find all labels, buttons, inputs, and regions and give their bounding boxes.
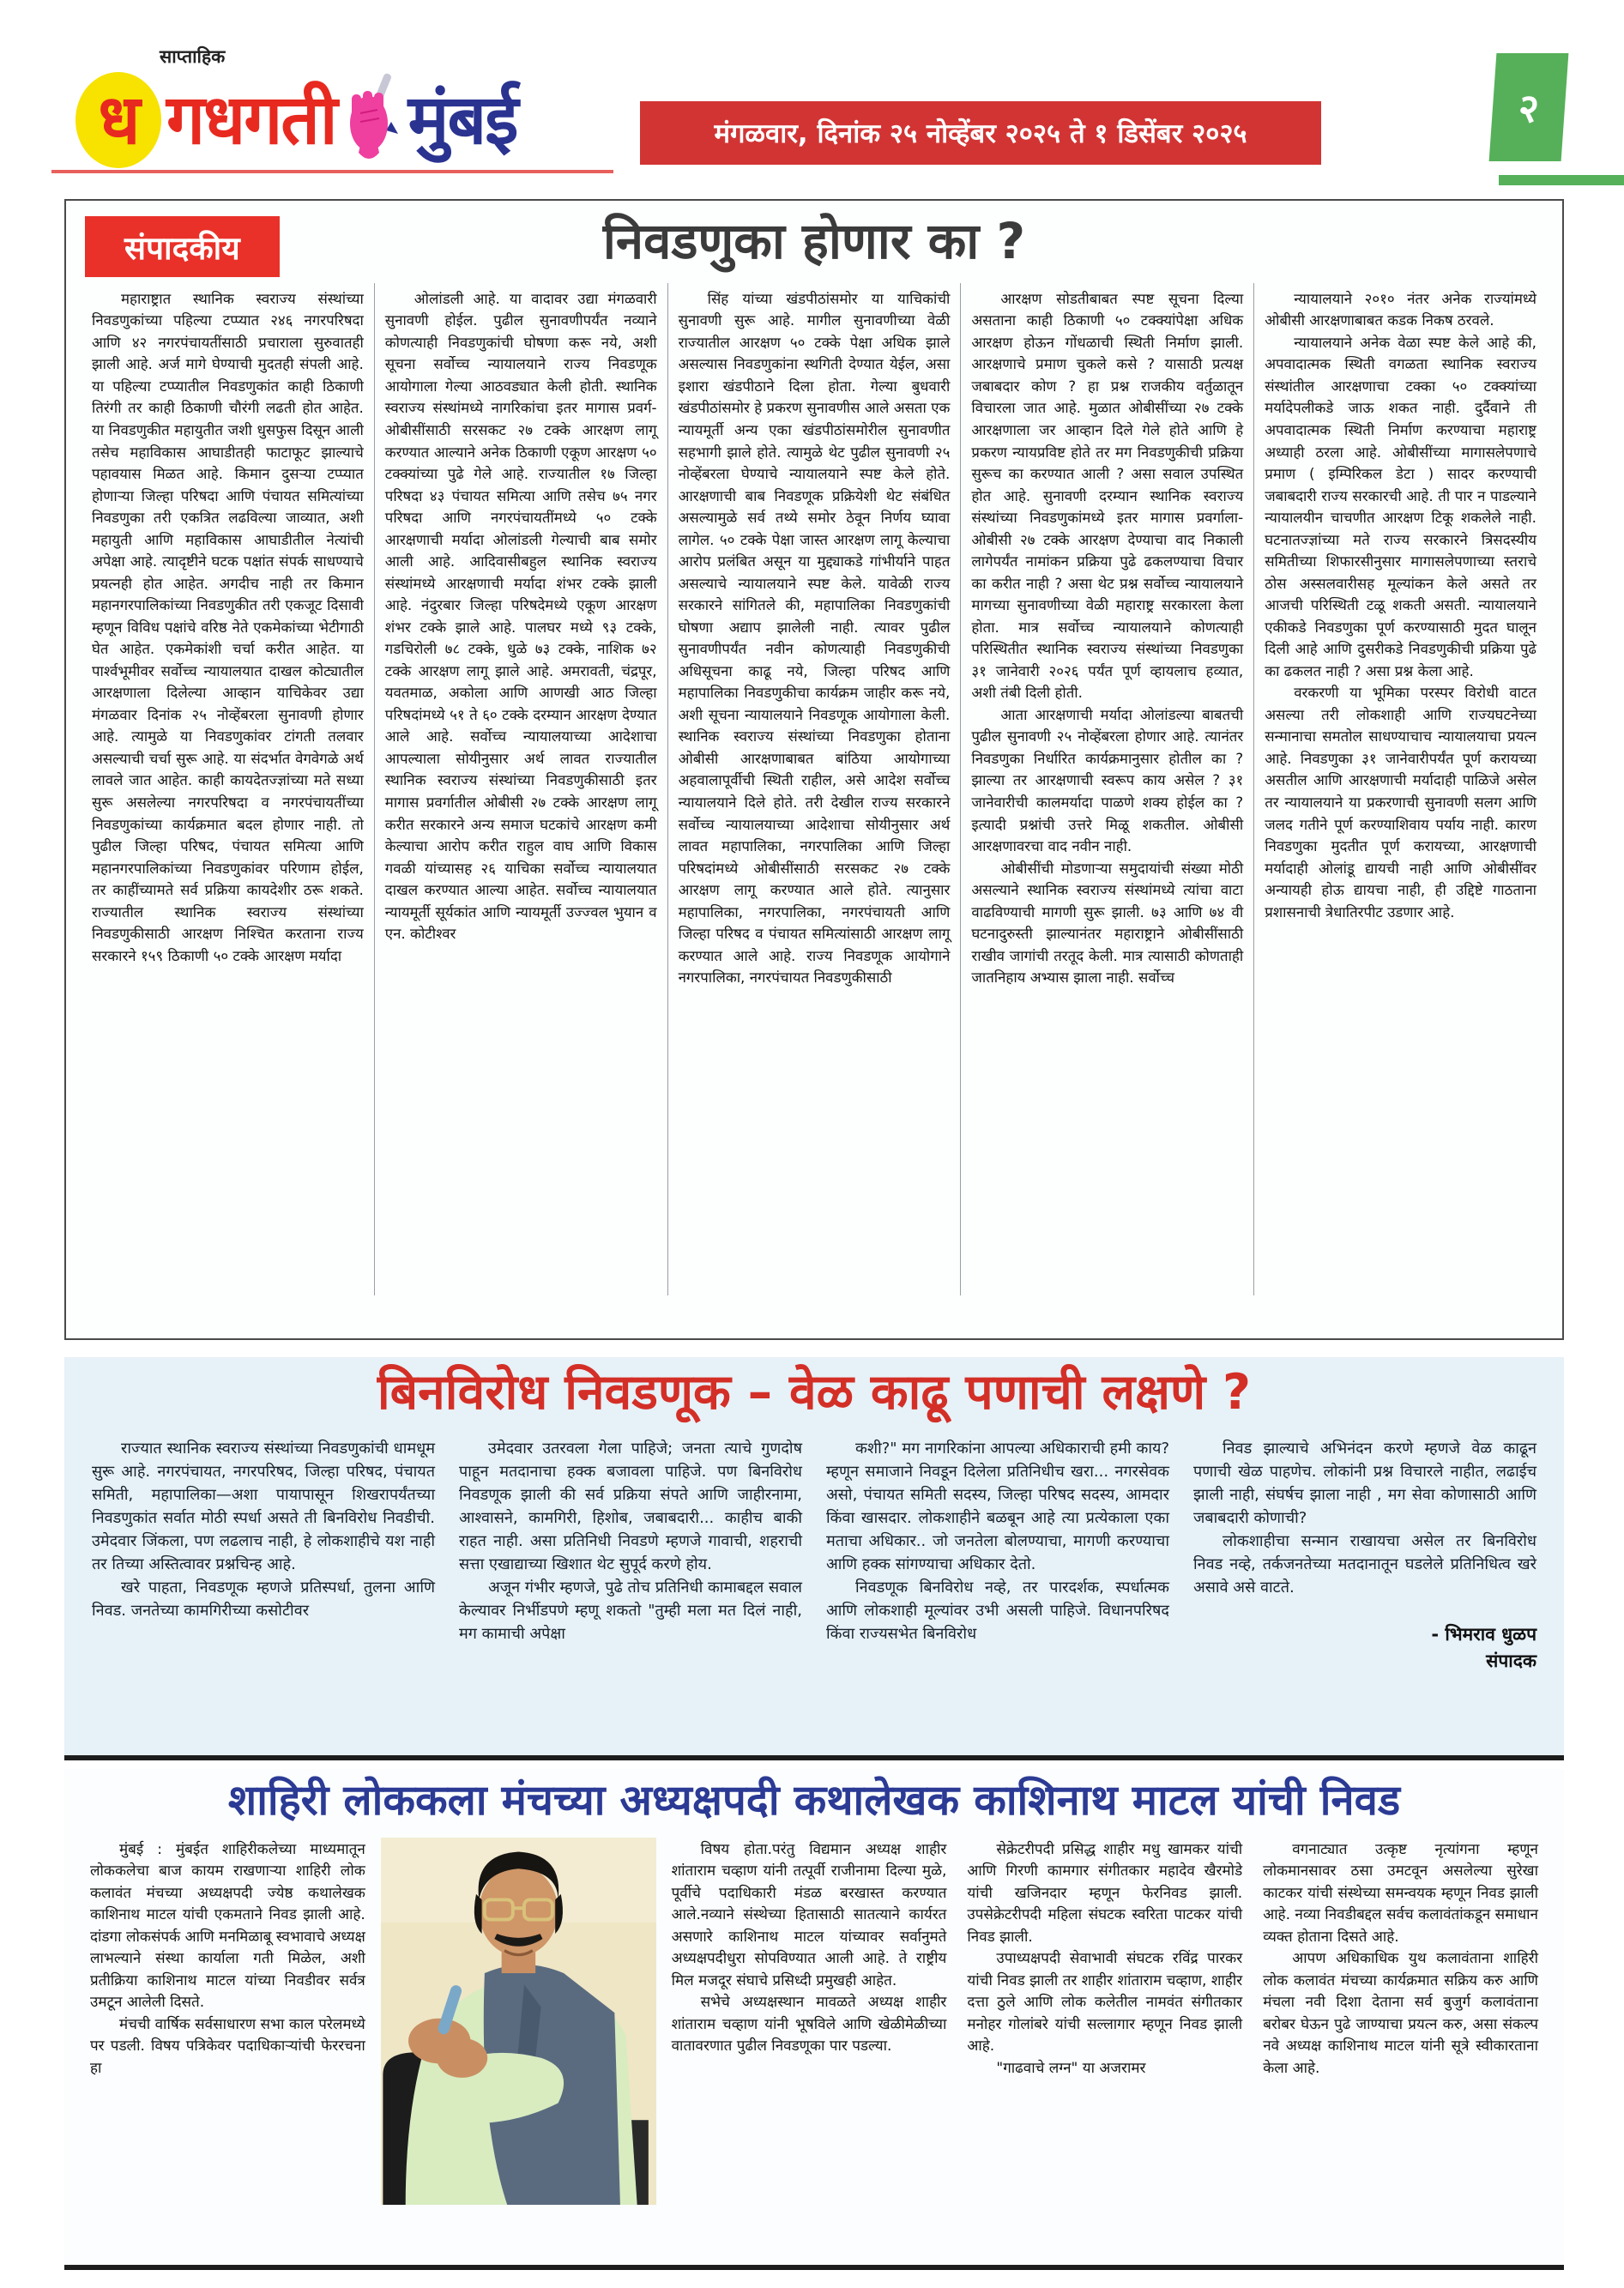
editorial-section — [64, 199, 1564, 1340]
paragraph: न्यायालयाने २०१० नंतर अनेक राज्यांमध्ये ओबीसी आरक्षणाबाबत कडक निकष ठरवले. — [1265, 289, 1536, 329]
article2-columns — [80, 1434, 1549, 1725]
editorial-column-3 — [668, 283, 962, 1295]
masthead-title-red: गधगती — [166, 80, 336, 160]
paragraph: "गाढवाचे लग्न" या अजरामर — [996, 2059, 1146, 2077]
paragraph: आरक्षण सोडतीबाबत स्पष्ट सूचना दिल्या असताना काही ठिकाणी ५० टक्क्यांपेक्षा अधिक आरक्षण होऊन गोंधळाची स्थिती निर्माण झाली. आरक्षणाचे प्रमाण चुकले कसे ? यासाठी प्रत्यक्ष जबाबदार कोण ? हा प्रश्न राजकीय वर्तुळातून विचारला जात आहे. मुळात ओबीसींच्या २७ टक्के आरक्षणाला जर आव्हान दिले गेले होते आणि हे प्रकरण न्यायप्रविष्ट होते तर मग निवडणुकीची प्रक्रिया सुरूच का करण्यात आली ? असा सवाल उपस्थित होत आहे. सुनावणी दरम्यान स्थानिक स्वराज्य संस्थांच्या निवडणुकांमध्ये इतर मागास प्रवर्गाला-ओबीसी २७ टक्के आरक्षण देण्याचा वाद निकाली लागेपर्यंत नामांकन प्रक्रिया पुढे ढकलण्याचा विचार का करीत नाही ? असा थेट प्रश्न सर्वोच्च न्यायालयाने मागच्या सुनावणीच्या वेळी महाराष्ट्र सरकारला केला होता. मात्र सर्वोच्च न्यायालयाने कोणत्याही परिस्थितीत स्थानिक स्वराज्य संस्थांच्या निवडणुका ३१ जानेवारी २०२६ पर्यंत पूर्ण व्हायलाच हव्यात, अशी तंबी दिली होती. — [971, 289, 1244, 702]
paragraph: सभेचे अध्यक्षस्थान मावळते अध्यक्ष शाहीर शांताराम चव्हाण यांनी भूषविले आणि खेळीमेळीच्या वातावरणात पुढील निवडणूका पार पडल्या. — [671, 1994, 947, 2056]
article3-column-3 — [661, 1838, 957, 2234]
paragraph: मुंबई : मुंबईत शाहिरीकलेच्या माध्यमातून लोककलेचा बाज कायम राखणाऱ्या शाहिरी लोक कलावंत मंचच्या अध्यक्षपदी ज्येष्ठ कथालेखक काशिनाथ माटल यांची एकमताने निवड झाली आहे. दांडगा लोकसंपर्क आणि मनमिळाबू स्वभावाचे अध्यक्ष लाभल्याने संस्था कार्याला गती मिळेल, अशी प्रतीक्रिया काशिनाथ माटल यांच्या निवडीवर सर्वत्र उमटून आलेली दिसते. — [90, 1840, 365, 2012]
paragraph: महाराष्ट्रात स्थानिक स्वराज्य संस्थांच्या निवडणुकांच्या पहिल्या टप्प्यात २४६ नगरपरिषदा आणि ४२ नगरपंचायतींसाठी प्रचाराला सुरुवातही झाली आहे. अर्ज मागे घेण्याची मुदतही संपली आहे. या पहिल्या टप्प्यातील निवडणुकांत काही ठिकाणी तिरंगी तर काही ठिकाणी चौरंगी लढती होत आहेत. या निवडणुकीत महायुतीत जशी धुसफुस दिसून आली तसेच महाविकास आघाडीतही फाटाफूट झाल्याचे पहावयास मिळत आहे. किमान दुसऱ्या टप्प्यात होणाऱ्या जिल्हा परिषदा आणि पंचायत समित्यांच्या निवडणुका तरी एकत्रित लढविल्या जाव्यात, अशी महायुती आणि महाविकास आघाडीतील नेत्यांची अपेक्षा आहे. त्यादृष्टीने घटक पक्षांत संपर्क साधण्याचे प्रयत्नही होत आहेत. अगदीच नाही तर किमान महानगरपालिकांच्या निवडणुकीत तरी एकजूट दिसावी म्हणून विविध पक्षांचे वरिष्ठ नेते एकमेकांच्या भेटीगाठी घेत आहेत. एकमेकांशी चर्चा करीत आहेत. या पार्श्वभूमीवर सर्वोच्च न्यायालयात दाखल कोट्यातील आरक्षणाला दिलेल्या आव्हान याचिकेवर उद्या मंगळवार दिनांक २५ नोव्हेंबरला सुनावणी होणार आहे. त्यामुळे या निवडणुकांवर टांगती तलवार असल्याची चर्चा सुरू आहे. या संदर्भात वेगवेगळे अर्थ लावले जात आहेत. काही कायदेतज्ज्ञांच्या मते सध्या सुरू असलेल्या नगरपरिषदा व नगरपंचायतींच्या निवडणुकांच्या कार्यक्रमात बदल होणार नाही. तो पुढील जिल्हा परिषद, पंचायत समित्या आणि महानगरपालिकांच्या निवडणुकांवर परिणाम होईल, तर काहींच्यामते सर्व प्रक्रिया कायदेशीर ठरू शकते. राज्यातील स्थानिक स्वराज्य संस्थांच्या निवडणुकीसाठी आरक्षण निश्चित करताना राज्य सरकारने १५९ ठिकाणी ५० टक्के आरक्षण मर्यादा — [92, 289, 364, 964]
article3-column-1 — [80, 1838, 376, 2234]
article2-column-4-text — [1193, 1437, 1536, 1599]
masthead-title-blue: मुंबई — [408, 80, 517, 160]
editorial-columns — [82, 283, 1547, 1295]
article2-column-4 — [1181, 1434, 1549, 1725]
fist-pen-icon — [341, 70, 403, 170]
byline-author: - भिमराव धुळप — [1431, 1623, 1536, 1645]
article3-photo-column — [376, 1838, 661, 2234]
editorial-headline: निवडणुका होणार का ? — [602, 212, 1026, 270]
article2-column-1 — [80, 1434, 447, 1725]
paragraph: मंचची वार्षिक सर्वसाधारण सभा काल परेलमध्ये पर पडली. विषय पत्रिकेवर पदाधिकाऱ्यांची फेररचना हा — [90, 2015, 365, 2077]
paragraph: निवडणूक बिनविरोध नव्हे, तर पारदर्शक, स्पर्धात्मक आणि लोकशाही मूल्यांवर उभी असली पाहिजे. विधानपरिषद किंवा राज्यसभेत बिनविरोध — [826, 1578, 1169, 1643]
masthead-title-row — [75, 70, 516, 170]
masthead-rule — [51, 170, 613, 173]
paragraph: सिंह यांच्या खंडपीठांसमोर या याचिकांची सुनावणी सुरू आहे. मागील सुनावणीच्या वेळी राज्यातील आरक्षण ५० टक्के पेक्षा अधिक झाले असल्यास निवडणुकांना स्थगिती देण्यात येईल, असा इशारा खंडपीठाने दिला होता. गेल्या बुधवारी खंडपीठांसमोर हे प्रकरण सुनावणीस आले असता एक न्यायमूर्ती अन्य एका खंडपीठांसमोरील सुनावणीत सहभागी झाले होते. त्यामुळे थेट पुढील सुनावणी २५ नोव्हेंबरला घेण्याचे न्यायालयाने स्पष्ट केले होते. आरक्षणाची बाब निवडणूक प्रक्रियेशी थेट संबंधित असल्यामुळे सर्व तथ्ये समोर ठेवून निर्णय घ्यावा लागेल. ५० टक्के पेक्षा जास्त आरक्षण लागू केल्याचा आरोप प्रलंबित असून या मुद्द्याकडे गांभीर्याने पाहत असल्याचे न्यायालयाने स्पष्ट केले. यावेळी राज्य सरकारने सांगितले की, महापालिका निवडणुकांची घोषणा अद्याप झालेली नाही. त्यावर पुढील सुनावणीपर्यंत नवीन कोणत्याही निवडणुकीची अधिसूचना काढू नये, जिल्हा परिषद आणि महापालिका निवडणुकीचा कार्यक्रम जाहीर करू नये, अशी सूचना न्यायालयाने निवडणूक आयोगाला केली. स्थानिक स्वराज्य संस्थांच्या निवडणुका होताना ओबीसी आरक्षणाबाबत बांठिया आयोगाच्या अहवालापूर्वीची स्थिती राहील, असे आदेश सर्वोच्च न्यायालयाने दिले होते. तरी देखील राज्य सरकारने सर्वोच्च न्यायालयाच्या आदेशाचा सोयीनुसार अर्थ लावत महापालिका, नगरपालिका आणि जिल्हा परिषदांमध्ये ओबीसींसाठी सरसकट २७ टक्के आरक्षण लागू करण्यात आले होते. त्यानुसार महापालिका, नगरपालिका, नगरपंचायती आणि जिल्हा परिषद व पंचायत समित्यांसाठी आरक्षण लागू करण्यात आले आहे. राज्य निवडणूक आयोगाने नगरपालिका, नगरपंचायत निवडणुकीसाठी — [678, 289, 951, 987]
editorial-column-4 — [961, 283, 1254, 1295]
paragraph: ओलांडली आहे. या वादावर उद्या मंगळवारी सुनावणी होईल. पुढील सुनावणीपर्यंत नव्याने कोणत्याही निवडणुकांची घोषणा करू नये, अशी सूचना सर्वोच्च न्यायालयाने राज्य निवडणूक आयोगाला गेल्या आठवड्यात केली होती. स्थानिक स्वराज्य संस्थांमध्ये नागरिकांचा इतर मागास प्रवर्ग-ओबीसींसाठी सरसकट २७ टक्के आरक्षण लागू करण्यात आल्याने अनेक ठिकाणी एकूण आरक्षण ५० टक्क्यांच्या पुढे गेले आहे. राज्यातील १७ जिल्हा परिषदा ४३ पंचायत समित्या आणि तसेच ७५ नगर परिषदा आणि नगरपंचायतींमध्ये ५० टक्के आरक्षणाची मर्यादा ओलांडली गेल्याची बाब समोर आली आहे. आदिवासीबहुल स्थानिक स्वराज्य संस्थांमध्ये आरक्षणाची मर्यादा शंभर टक्के झाली आहे. नंदुरबार जिल्हा परिषदेमध्ये एकूण आरक्षण शंभर टक्के झाले आहे. पालघर मध्ये ९३ टक्के, गडचिरोली ७८ टक्के, धुळे ७३ टक्के, नाशिक ७२ टक्के आरक्षण लागू झाले आहे. अमरावती, चंद्रपूर, यवतमाळ, अकोला आणि आणखी आठ जिल्हा परिषदांमध्ये ५१ ते ६० टक्के दरम्यान आरक्षण देण्यात आले आहे. सर्वोच्च न्यायालयाच्या आदेशाचा आपल्याला सोयीनुसार अर्थ लावत राज्यातील स्थानिक स्वराज्य संस्थांच्या निवडणुकीसाठी इतर मागास प्रवर्गातील ओबीसी २७ टक्के आरक्षण लागू करीत सरकारने अन्य समाज घटकांचे आरक्षण कमी केल्याचा आरोप करीत राहुल वाघ आणि विकास गवळी यांच्यासह २६ याचिका सर्वोच्च न्यायालयात दाखल करण्यात आल्या आहेत. सर्वोच्च न्यायालयात न्यायमूर्ती सूर्यकांत आणि न्यायमूर्ती उज्ज्वल भुयान व एन. कोटीश्वर — [384, 289, 657, 943]
article-shahiri — [64, 1769, 1564, 2270]
paragraph: न्यायालयाने अनेक वेळा स्पष्ट केले आहे की, अपवादात्मक स्थिती वगळता स्थानिक स्वराज्य संस्थांतील आरक्षणाचा टक्का ५० टक्क्यांच्या मर्यादेपलीकडे जाऊ शकत नाही. दुर्दैवाने ती अपवादात्मक स्थिती निर्माण करण्याचा महाराष्ट्र अध्याही ठरला आहे. ओबीसींच्या मागासलेपणाचे प्रमाण ( इम्पिरिकल डेटा ) सादर करण्याची जबाबदारी राज्य सरकारची आहे. ती पार न पाडल्याने न्यायालयीन चाचणीत आरक्षण टिकू शकलेले नाही. घटनातज्ज्ञांच्या मते राज्य सरकारने त्रिसदस्यीय समितीच्या शिफारसीनुसार मागासलेपणाच्या स्तराचे ठोस अस्सलवारीसह मूल्यांकन केले असते तर आजची परिस्थिती टळू शकती असती. न्यायालयाने एकीकडे निवडणुका पूर्ण करण्यासाठी मुदत घालून दिली आहे आणि दुसरीकडे निवडणुकीची प्रक्रिया पुढे का ढकलत नाही ? असा प्रश्न केला आहे. — [1265, 333, 1536, 679]
masthead — [75, 45, 516, 170]
paragraph: उमेदवार उतरवला गेला पाहिजे; जनता त्याचे गुणदोष पाहून मतदानाचा हक्क बजावला पाहिजे. पण बिनविरोध निवडणूक झाली की सर्व प्रक्रिया संपते आणि जाहीरनामा, आश्वासने, कामगिरी, हिशोब, जबाबदारी... काहीच बाकी राहत नाही. असा प्रतिनिधी निवडणे म्हणजे गावाची, शहराची सत्ता एखाद्याच्या खिशात थेट सुपूर्द करणे होय. — [459, 1439, 802, 1573]
portrait-photo — [381, 1838, 656, 2205]
article3-column-4 — [957, 1838, 1253, 2234]
masthead-tagline: साप्ताहिक — [160, 46, 226, 67]
paragraph: वगनाट्यात उत्कृष्ट नृत्यांगना म्हणून लोकमानसावर ठसा उमटवून असलेल्या सुरेखा काटकर यांची संस्थेच्या समन्वयक म्हणून निवड झाली आहे. नव्या निवडीबद्दल सर्वच कलावंतांकडून समाधान व्यक्त होताना दिसते आहे. — [1263, 1840, 1538, 1946]
editorial-column-1 — [82, 283, 375, 1295]
paragraph: राज्यात स्थानिक स्वराज्य संस्थांच्या निवडणुकांची धामधूम सुरू आहे. नगरपंचायत, नगरपरिषद, जिल्हा परिषद, पंचायत समिती, महापालिका—अशा पायापासून शिखरापर्यंतच्या निवडणुकांत सर्वात मोठी स्पर्धा असते ती बिनविरोध निवडीची. उमेदवार जिंकला, पण लढलाच नाही, हे लोकशाहीचे यश नाही तर तिच्या अस्तित्वावर प्रश्नचिन्ह आहे. — [92, 1439, 435, 1573]
date-bar: मंगळवार, दिनांक २५ नोव्हेंबर २०२५ ते १ डिसेंबर २०२५ — [640, 101, 1321, 165]
page-number: २ — [1489, 53, 1569, 161]
article3-columns — [80, 1838, 1549, 2234]
paragraph: ओबीसींची मोडणाऱ्या समुदायांची संख्या मोठी असल्याने स्थानिक स्वराज्य संस्थांमध्ये त्यांचा वाटा वाढविण्याची मागणी सुरू झाली. ७३ आणि ७४ वी घटनादुरुस्ती झाल्यानंतर महाराष्ट्राने ओबीसींसाठी राखीव जागांची तरतूद केली. मात्र त्यासाठी कोणताही जातनिहाय अभ्यास झाला नाही. सर्वोच्च — [971, 859, 1244, 987]
article3-headline: शाहिरी लोककला मंचच्या अध्यक्षपदी कथालेखक काशिनाथ माटल यांची निवड — [227, 1776, 1401, 1825]
paragraph: निवड झाल्याचे अभिनंदन करणे म्हणजे वेळ काढून पणाची खेळ पाहणेच. लोकांनी प्रश्न विचारले नाहीत, लढाईच झाली नाही, संघर्षच झाला नाही , मग सेवा कोणासाठी आणि जबाबदारी कोणाची? — [1193, 1439, 1536, 1527]
paragraph: खरे पाहता, निवडणूक म्हणजे प्रतिस्पर्धा, तुलना आणि निवड. जनतेच्या कामगिरीच्या कसोटीवर — [92, 1578, 435, 1620]
paragraph: आता आरक्षणाची मर्यादा ओलांडल्या बाबतची पुढील सुनावणी २५ नोव्हेंबरला होणार आहे. त्यानंतर निवडणुका निर्धारित कार्यक्रमानुसार होतील का ? झाल्या तर आरक्षणाची स्वरूप काय असेल ? ३१ जानेवारीची कालमर्यादा पाळणे शक्य होईल का ? इत्यादी प्रश्नांची उत्तरे मिळू शकतील. ओबीसी आरक्षणावरचा वाद नवीन नाही. — [971, 705, 1244, 855]
masthead-first-letter: ध — [98, 80, 139, 160]
article2-column-2 — [447, 1434, 814, 1725]
paragraph: सेक्रेटरीपदी प्रसिद्ध शाहीर मधु खामकर यांची आणि गिरणी कामगार संगीतकार महादेव खैरमोडे यांची खजिनदार म्हणून फेरनिवड झाली. उपसेक्रेटरीपदी महिला संघटक स्वरिता पाटकर यांची निवड झाली. — [967, 1840, 1243, 1946]
article2-column-3 — [814, 1434, 1181, 1725]
paragraph: विषय होता.परंतु विद्यमान अध्यक्ष शाहीर शांताराम चव्हाण यांनी तत्पूर्वी राजीनामा दिल्या मुळे, पूर्वीचे पदाधिकारी मंडळ बरखास्त करण्यात आले.नव्याने संस्थेच्या हितासाठी सातत्याने कार्यरत असणारे काशिनाथ माटल यांच्यावर सर्वानुमते अध्यक्षपदीधुरा सोपविण्यात आली आहे. ते राष्ट्रीय मिल मजदूर संघाचे प्रसिध्दी प्रमुखही आहेत. — [671, 1840, 947, 1989]
article2-headline: बिनविरोध निवडणूक – वेळ काढू पणाची लक्षणे ? — [377, 1364, 1252, 1421]
paragraph: उपाध्यक्षपदी सेवाभावी संघटक रविंद्र पारकर यांची निवड झाली तर शाहीर शांताराम चव्हाण, शाहीर दत्ता ठुले आणि लोक कलेतील नामवंत संगीतकार मनोहर गोलांबरे यांची सल्लागार म्हणून निवड झाली आहे. — [967, 1950, 1243, 2056]
masthead-yellow-circle — [75, 72, 161, 168]
paragraph: वरकरणी या भूमिका परस्पर विरोधी वाटत असल्या तरी लोकशाही आणि राज्यघटनेच्या सन्मानाचा समतोल साधण्याचाच न्यायालयाचा प्रयत्न आहे. निवडणुका ३१ जानेवारीपर्यंत पूर्ण करायच्या असतील आणि आरक्षणाची मर्यादाही पाळिजे असेल तर न्यायालयाने या प्रकरणाची सुनावणी सलग आणि जलद गतीने पूर्ण करण्याशिवाय पर्याय नाही. कारण निवडणुका मुदतीत पूर्ण करायच्या, आरक्षणाची मर्यादाही ओलांडू द्यायची नाही आणि ओबीसींवर अन्यायही होऊ द्यायचा नाही, ही उद्दिष्टे गाठताना प्रशासनाची त्रेधातिरपीट उडणार आहे. — [1265, 684, 1536, 921]
editorial-column-5 — [1254, 283, 1547, 1295]
article3-column-5 — [1253, 1838, 1549, 2234]
paragraph: अजून गंभीर म्हणजे, पुढे तोच प्रतिनिधी कामाबद्दल सवाल केल्यावर निर्भीडपणे म्हणू शकतो "तुम्ही मला मत दिलं नाही, मग कामाची अपेक्षा — [459, 1578, 802, 1643]
paragraph: आपण अधिकाधिक युथ कलावंताना शाहिरी लोक कलावंत मंचच्या कार्यक्रमात सक्रिय करु आणि मंचला नवी दिशा देताना सर्व बुजुर्ग कलावंताना बरोबर घेऊन पुढे जाण्याचा प्रयत्न करु, असा संकल्प नवे अध्यक्ष काशिनाथ माटल यांनी सूत्रे स्वीकारताना केला आहे. — [1263, 1950, 1538, 2077]
paragraph: कशी?" मग नागरिकांना आपल्या अधिकाराची हमी काय? म्हणून समाजाने निवडून दिलेला प्रतिनिधीच खरा... नगरसेवक असो, पंचायत समिती सदस्य, जिल्हा परिषद सदस्य, आमदार किंवा खासदार. लोकशाहीने बळबून आहे त्या प्रत्येकाला एका मताचा अधिकार.. जो जनतेला बोलण्याचा, मागणी करण्याचा आणि हक्क सांगण्याचा अधिकार देतो. — [826, 1439, 1169, 1573]
editorial-column-2 — [375, 283, 668, 1295]
paragraph: लोकशाहीचा सन्मान राखायचा असेल तर बिनविरोध निवड नव्हे, तर्कजनतेच्या मतदानातून घडलेले प्रतिनिधित्व खरे असावे असे वाटते. — [1193, 1531, 1536, 1597]
byline-role: संपादक — [1486, 1651, 1536, 1672]
page-number-stripe — [1499, 175, 1624, 185]
editorial-label: संपादकीय — [85, 216, 280, 277]
article-binvirodh — [64, 1357, 1564, 1760]
